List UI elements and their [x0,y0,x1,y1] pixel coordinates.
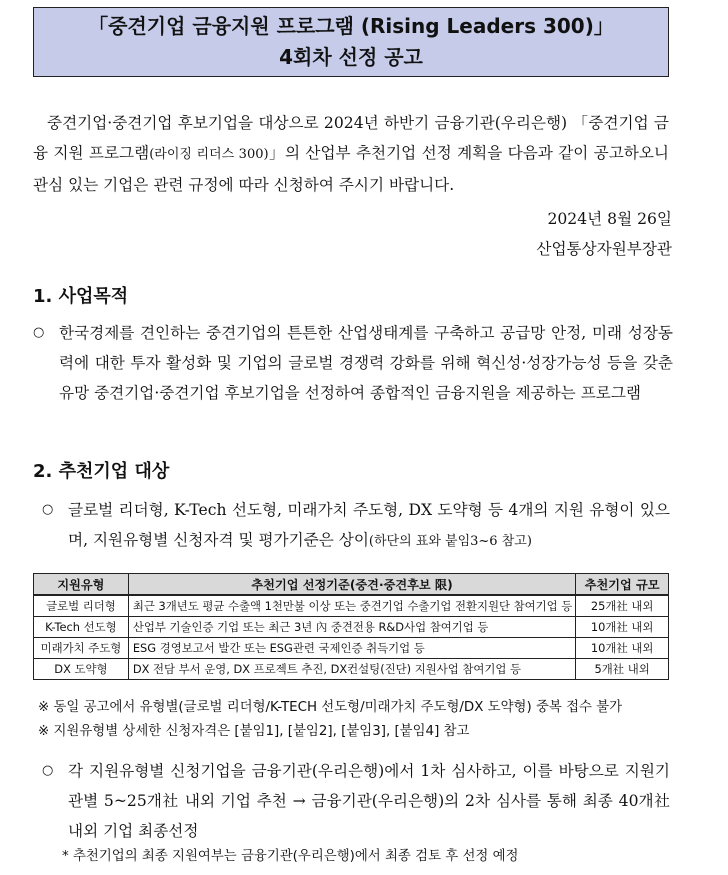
section-1-bullet [33,318,673,408]
selection-process-bullet [42,756,670,846]
intro-paragraph [33,108,669,200]
section-2-bullet [42,495,670,557]
table-cell-criteria: 산업부 기술인증 기업 또는 최근 3년 內 중견전용 R&D사업 참여기업 등 [128,617,575,638]
table-cell-type: DX 도약형 [34,659,129,680]
bullet-mark: ○ [42,763,54,778]
final-selection-note: * 추천기업의 최종 지원여부는 금융기관(우리은행)에서 최종 검토 후 선정 예정 [62,849,519,864]
table-cell-scale: 5개社 내외 [576,659,669,680]
table-header-type: 지원유형 [34,574,129,596]
table-cell-scale: 10개社 내외 [576,617,669,638]
criteria-table [33,573,669,680]
table-row [34,617,669,638]
table-cell-scale: 10개社 내외 [576,638,669,659]
table-header-row [34,574,669,596]
section-1-heading: 1. 사업목적 [33,286,129,307]
announcement-title-box [33,7,669,77]
table-cell-scale: 25개社 내외 [576,595,669,617]
intro-text-2: 」의 산업부 추천기업 선정 계획을 다음과 같이 공고하오니 관심 있는 기업은 관련 규정에 따라 신청하여 주시기 바랍니다. [33,144,669,194]
title-line-2: 4회차 선정 공고 [279,45,423,69]
issuer-name: 산업통상자원부장관 [536,240,672,258]
intro-text-1: 중견기업·중견기업 후보기업을 대상으로 2024년 하반기 금융기관(우리은행) 「중견기업 금융 지원 프로그램 [33,114,669,162]
section-2-text: 글로벌 리더형, K-Tech 선도형, 미래가치 주도형, DX 도약형 등 4개의 지원 유형이 있으며, 지원유형별 신청자격 및 평가기준은 상이 [68,501,670,549]
table-header-criteria: 추천기업 선정기준(중견·중견후보 限) [128,574,575,596]
table-cell-criteria: 최근 3개년도 평균 수출액 1천만불 이상 또는 중견기업 수출기업 전환지원단 참여기업 등 [128,595,575,617]
selection-process-text: 각 지원유형별 신청기업을 금융기관(우리은행)에서 1차 심사하고, 이를 바탕으로 지원기관별 5~25개社 내외 기업 추천 → 금융기관(우리은행)의 2차 심사를 통해 최종 40개社 내외 기업 최종선정 [68,762,670,840]
section-1-text: 한국경제를 견인하는 중견기업의 튼튼한 산업생태계를 구축하고 공급망 안정, 미래 성장동력에 대한 투자 활성화 및 기업의 글로벌 경쟁력 강화를 위해 혁신성·성장가능성 등을 갖춘 유망 중견기업·중견기업 후보기업을 선정하여 종합적인 금융지원을 제공하는 프로그램 [59,324,673,402]
note-duplicate-application: ※ 동일 공고에서 유형별(글로벌 리더형/K-TECH 선도형/미래가치 주도형/DX 도약형) 중복 접수 불가 [38,700,623,715]
bullet-mark: ○ [42,502,54,517]
table-row [34,659,669,680]
table-cell-type: K-Tech 선도형 [34,617,129,638]
section-2-heading: 2. 추천기업 대상 [33,461,170,482]
table-cell-criteria: ESG 경영보고서 발간 또는 ESG관련 국제인증 취득기업 등 [128,638,575,659]
table-cell-criteria: DX 전담 부서 운영, DX 프로젝트 추진, DX컨설팅(진단) 지원사업 참여기업 등 [128,659,575,680]
note-eligibility-reference: ※ 지원유형별 상세한 신청자격은 [붙임1], [붙임2], [붙임3], [붙임4] 참고 [38,724,470,739]
section-2-text-small: (하단의 표와 붙임3~6 참고) [368,534,532,549]
bullet-mark: ○ [33,325,45,340]
table-row [34,595,669,617]
table-cell-type: 미래가치 주도형 [34,638,129,659]
announcement-date: 2024년 8월 26일 [547,210,672,228]
table-cell-type: 글로벌 리더형 [34,595,129,617]
table-header-scale: 추천기업 규모 [576,574,669,596]
title-line-1: 「중견기업 금융지원 프로그램 (Rising Leaders 300)」 [88,14,614,38]
table-row [34,638,669,659]
intro-text-small: (라이징 리더스 300) [149,147,269,162]
